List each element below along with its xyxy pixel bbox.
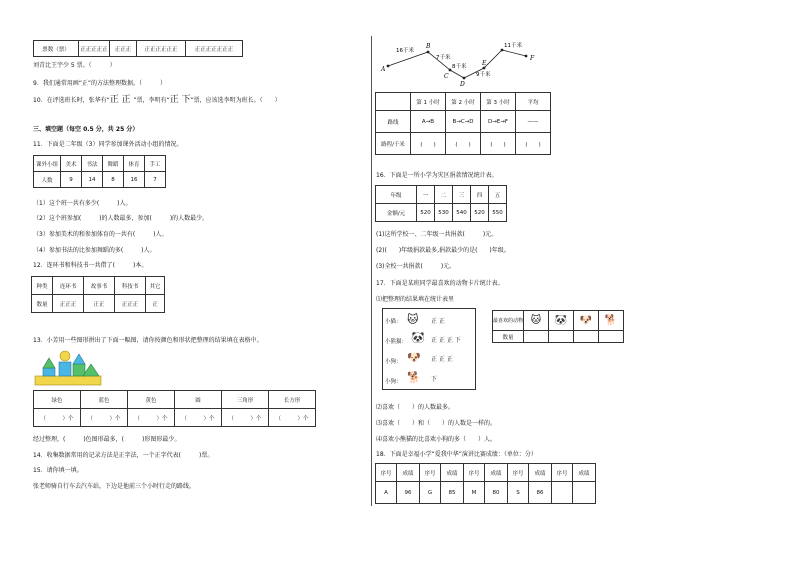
- yellow-circle: [60, 351, 70, 361]
- q10-part: 10．在评选班长时，张华有“: [33, 97, 110, 104]
- cat-icon: 🐱: [407, 313, 419, 326]
- q10-part: ”票，李明有“: [133, 97, 170, 104]
- tally-marks: 正 正: [109, 95, 134, 105]
- tally-marks: 正 正 正 下: [431, 337, 461, 344]
- animal-name: 小猫：: [385, 319, 402, 325]
- route-table: [375, 92, 551, 155]
- score-table: [375, 463, 596, 504]
- table-header: 体育: [124, 156, 145, 172]
- table-header: 三: [453, 186, 471, 204]
- answer-cell[interactable]: ( ): [411, 133, 446, 155]
- dog-icon: 🐶: [574, 311, 599, 331]
- table-header: 第 2 小时: [446, 93, 481, 111]
- table-cell: 530: [435, 204, 453, 222]
- question-16-2: (2)( )年级捐款最多,捐款最少的是( )年级。: [376, 247, 510, 254]
- answer-cell[interactable]: （ ）个: [81, 409, 128, 427]
- dog-icon: 🐕: [407, 371, 421, 384]
- question-11-4: （4）参加书法的比参加舞蹈的多( )人。: [33, 247, 156, 254]
- table-cell: 7: [145, 172, 166, 188]
- table-header: 序号: [552, 464, 573, 482]
- question-12: 12．连环书和科技书一共借了( )本。: [33, 262, 148, 269]
- answer-cell[interactable]: [524, 331, 549, 343]
- table-header: 其它: [146, 277, 165, 295]
- question-16: 16．下面是一所小学为灾区捐款情况统计表。: [376, 172, 498, 179]
- table-header: 一: [417, 186, 435, 204]
- votes-cell: 正正正: [110, 41, 137, 57]
- table-cell: 8: [103, 172, 124, 188]
- distance-label: 9千米: [476, 72, 491, 78]
- table-header: 序号: [464, 464, 485, 482]
- answer-cell[interactable]: [549, 331, 574, 343]
- answer-cell[interactable]: （ ）个: [269, 409, 316, 427]
- table-cell: 80: [485, 482, 508, 504]
- row-label: 路程/千米: [376, 133, 411, 155]
- table-header: 成绩: [529, 464, 552, 482]
- table-cell: ——: [516, 111, 551, 133]
- answer-cell[interactable]: （ ）个: [222, 409, 269, 427]
- table-cell: 550: [489, 204, 507, 222]
- question-16-1: (1)这所学校一、二年级一共捐款( )元。: [376, 231, 498, 238]
- votes-cell: 正正正正正正: [137, 41, 186, 57]
- column-divider: [371, 36, 372, 506]
- table-header: 最喜欢的动物: [493, 311, 524, 331]
- table-header: 五: [489, 186, 507, 204]
- table-header: 连环书: [53, 277, 84, 295]
- table-cell: 16: [124, 172, 145, 188]
- row-label: 数量: [493, 331, 524, 343]
- panda-icon: 🐼: [549, 311, 574, 331]
- animal-tally-box: [382, 308, 476, 390]
- table-header: 书法: [82, 156, 103, 172]
- answer-cell[interactable]: ( ): [446, 133, 481, 155]
- animal-name: 小狗：: [385, 359, 402, 365]
- point-label: A: [381, 66, 386, 73]
- table-cell: G: [420, 482, 441, 504]
- q10-part: ”票，应该选李明为班长。（ ）: [190, 97, 281, 104]
- answer-cell[interactable]: （ ）个: [175, 409, 222, 427]
- route-diagram: [378, 38, 548, 86]
- green-triangle: [43, 358, 55, 368]
- blue-rectangle: [43, 368, 55, 376]
- table-cell: 86: [529, 482, 552, 504]
- table-header: 蓝色: [81, 391, 128, 409]
- question-17-3: ⑶喜欢（ ）和（ ）的人数是一样的。: [376, 420, 497, 427]
- answer-cell[interactable]: （ ）个: [34, 409, 81, 427]
- table-cell: 520: [471, 204, 489, 222]
- row-label: 数量: [32, 295, 53, 313]
- tally-marks: 正 正 正: [431, 356, 453, 363]
- cat-icon: 🐱: [524, 311, 549, 331]
- panda-icon: 🐼: [411, 331, 425, 344]
- dog-icon: 🐕: [599, 311, 624, 331]
- question-10: [33, 96, 281, 105]
- animal-name: 小熊猫：: [385, 339, 408, 345]
- row-label: 金额/元: [376, 204, 417, 222]
- table-cell: 9: [61, 172, 82, 188]
- question-13: 13．小芳用一些图形拼出了下面一幅图，请你按颜色和形状把整理的结果填在表格中。: [33, 337, 263, 344]
- answer-cell[interactable]: [599, 331, 624, 343]
- section-title: 三、填空题（每空 0.5 分，共 25 分）: [33, 126, 139, 133]
- table-header: 四: [471, 186, 489, 204]
- dog-icon: 🐶: [407, 351, 421, 364]
- distance-label: 7千米: [436, 55, 451, 61]
- favorite-animal-table: [492, 310, 624, 343]
- question-17-1: ⑴把整理的结果填在统计表里: [376, 296, 455, 303]
- table-header: 圆: [175, 391, 222, 409]
- table-header: 故事书: [84, 277, 115, 295]
- table-cell: [573, 482, 596, 504]
- question-15: 15．请你填一填。: [33, 467, 83, 474]
- table-header: 成绩: [397, 464, 420, 482]
- question-18: 18．下面是幸福小学“爱我中华”演讲比赛成绩：（单位：分）: [376, 451, 537, 458]
- answer-cell[interactable]: [574, 331, 599, 343]
- table-header: 第 1 小时: [411, 93, 446, 111]
- donation-table: [375, 185, 507, 222]
- question-17: 17．下面是某班同学最喜欢的动物卡片统计表。: [376, 280, 504, 287]
- green-triangle: [83, 364, 99, 376]
- activity-table: [33, 155, 166, 188]
- table-header: 第 3 小时: [481, 93, 516, 111]
- table-cell: 540: [453, 204, 471, 222]
- table-cell: 正正正: [53, 295, 84, 313]
- table-header: 手工: [145, 156, 166, 172]
- table-header: [376, 93, 411, 111]
- distance-label: 11千米: [504, 43, 522, 49]
- table-cell: 正正: [84, 295, 115, 313]
- table-cell: 96: [397, 482, 420, 504]
- question-11-2: （2）这个班参加( )的人数最多，参加( )的人数最少。: [33, 215, 209, 222]
- votes-cell: 正正正正正正正: [186, 41, 243, 57]
- shapes-picture: [33, 350, 105, 388]
- table-cell: [552, 482, 573, 504]
- question-text: 刘青比王宇少 5 票。（ ）: [33, 62, 116, 69]
- table-cell: B→C→D: [446, 111, 481, 133]
- table-header: 舞蹈: [103, 156, 124, 172]
- table-cell: 520: [417, 204, 435, 222]
- tally-marks: 下: [431, 376, 438, 383]
- blue-triangle: [73, 354, 85, 364]
- row-label: 人数: [34, 172, 61, 188]
- table-header: 课外小组: [34, 156, 61, 172]
- votes-cell: 正正正正正: [79, 41, 110, 57]
- table-cell: 正正正: [115, 295, 146, 313]
- table-header: 黄色: [128, 391, 175, 409]
- question-17-4: ⑷喜欢小熊猫的比喜欢小狗的多（ ）人。: [376, 436, 497, 443]
- table-header: 三角形: [222, 391, 269, 409]
- question-9: 9．我们通常用画“正”的方法整理数据。（ ）: [33, 80, 167, 87]
- table-header: 长方形: [269, 391, 316, 409]
- question-13-tail: 经过整理，( )色图形最多，( )形图形最少。: [33, 436, 181, 443]
- blue-rectangle: [59, 362, 71, 376]
- row-label: 路线: [376, 111, 411, 133]
- table-header: 年级: [376, 186, 417, 204]
- point-label: B: [426, 43, 431, 50]
- animal-name: 小狗：: [385, 379, 402, 385]
- question-15-desc: 张老师骑自行车去汽车站，下边是他前三个小时行走的路线。: [33, 483, 196, 490]
- table-cell: 14: [82, 172, 103, 188]
- shape-table: [33, 390, 316, 427]
- table-header: 科技书: [115, 277, 146, 295]
- votes-table: [33, 40, 243, 57]
- table-cell: 85: [441, 482, 464, 504]
- question-17-2: ⑵喜欢（ ）的人数最多。: [376, 404, 455, 411]
- table-header: 成绩: [573, 464, 596, 482]
- table-header: 序号: [508, 464, 529, 482]
- tally-marks: 正 正: [431, 318, 445, 325]
- table-header: 平均: [516, 93, 551, 111]
- table-cell: M: [464, 482, 485, 504]
- question-16-3: (3)全校一共捐款( )元。: [376, 263, 456, 270]
- table-header: 美术: [61, 156, 82, 172]
- table-cell: A: [376, 482, 397, 504]
- answer-cell[interactable]: ( ): [516, 133, 551, 155]
- table-header: 二: [435, 186, 453, 204]
- table-header: 成绩: [441, 464, 464, 482]
- point-label: F: [530, 55, 535, 62]
- distance-label: 16千米: [396, 48, 414, 54]
- table-header: 种类: [32, 277, 53, 295]
- green-rectangle: [73, 364, 85, 376]
- question-11: 11．下面是二年级（3）同学参加课外活动小组的情况。: [33, 141, 183, 148]
- table-cell: D→E→F: [481, 111, 516, 133]
- votes-label: 票数（票）: [34, 41, 79, 57]
- question-14: 14．收集数据常用的记录方法是正字法，一个正字代表( )票。: [33, 452, 214, 459]
- question-11-1: （1）这个班一共有多少( )人。: [33, 200, 132, 207]
- yellow-rectangle: [35, 376, 101, 385]
- table-header: 成绩: [485, 464, 508, 482]
- answer-cell[interactable]: ( ): [481, 133, 516, 155]
- tally-marks: 正 下: [169, 95, 191, 105]
- answer-cell[interactable]: （ ）个: [128, 409, 175, 427]
- distance-label: 8千米: [452, 64, 467, 70]
- point-label: D: [460, 81, 465, 86]
- table-cell: A→B: [411, 111, 446, 133]
- table-header: 序号: [376, 464, 397, 482]
- point-label: C: [444, 73, 449, 80]
- book-table: [31, 276, 165, 313]
- table-cell: S: [508, 482, 529, 504]
- question-11-3: （3）参加美术的和参加体育的一共有( )人。: [33, 231, 168, 238]
- table-header: 绿色: [34, 391, 81, 409]
- point-label: E: [482, 60, 487, 67]
- table-cell: 正: [146, 295, 165, 313]
- table-header: 序号: [420, 464, 441, 482]
